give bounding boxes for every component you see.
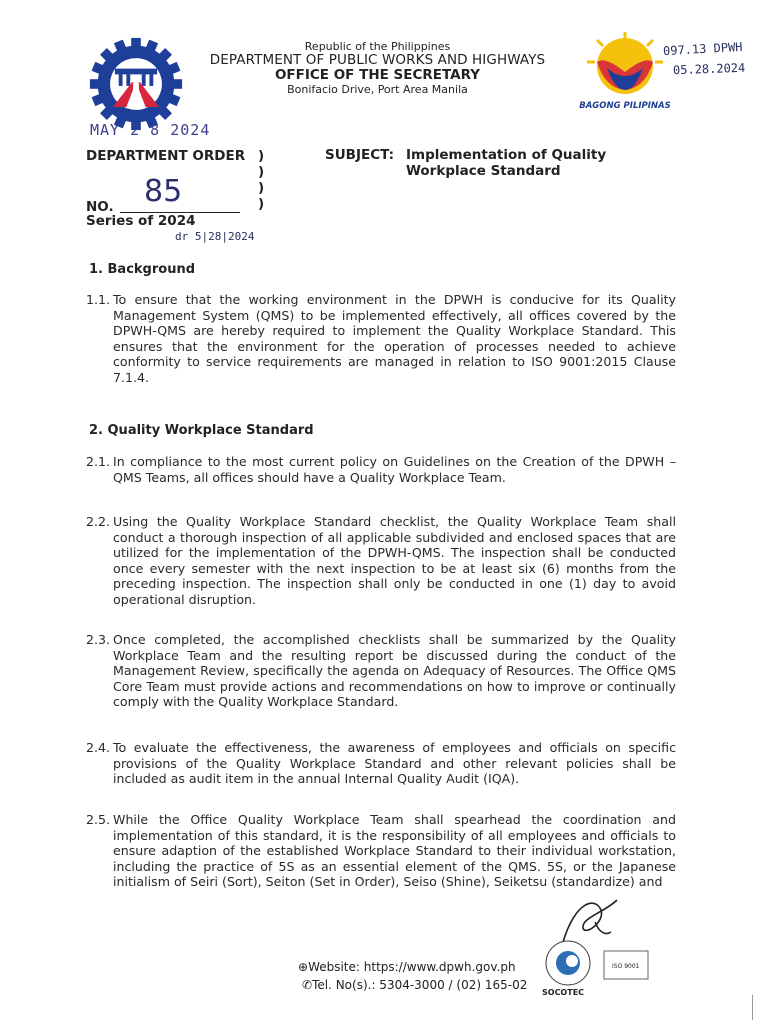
header-republic: Republic of the Philippines — [304, 40, 451, 53]
paragraph-number: 2.1. — [86, 454, 111, 469]
paragraph-number: 2.5. — [86, 812, 111, 827]
paragraph-text: To evaluate the effectiveness, the awareness of employees and officials on specific provisions of the Quality Workplace Standard and other relevant policies shall be included as audit item in the annual Internal Quality Audit (IQA). — [113, 740, 676, 786]
phone-icon: ✆ — [302, 978, 313, 992]
paragraph-number: 2.2. — [86, 514, 111, 529]
page-edge-line — [752, 995, 753, 1020]
paragraph-2-5 — [86, 812, 676, 890]
header-department: DEPARTMENT OF PUBLIC WORKS AND HIGHWAYS — [209, 52, 546, 68]
handwritten-reference: 097.13 DPWH — [662, 39, 743, 59]
socotec-label: SOCOTEC — [542, 988, 585, 997]
bagong-pilipinas-logo-icon — [585, 32, 665, 96]
paragraph-2-1 — [86, 454, 676, 485]
paren: ) — [258, 164, 265, 180]
globe-icon: ⊕ — [298, 960, 309, 974]
paragraph-text: Once completed, the accomplished checklists shall be summarized by the Quality Workplace Team and the resulting report be discussed during the conduct of the Management Review, specifically the agenda on Adequacy of Resources. The Office QMS Core Team must provide actions and recommendations on how to improve or continually comply with the Quality Workplace Standard. — [113, 632, 676, 709]
paragraph-2-3 — [86, 632, 676, 710]
received-date-stamp: MAY 2 8 2024 — [90, 121, 211, 139]
paragraph-text: In compliance to the most current policy on Guidelines on the Creation of the DPWH – QMS Teams, all offices should have a Quality Workplace Team. — [113, 454, 676, 485]
paragraph-1-1 — [86, 292, 676, 385]
paragraph-number: 2.3. — [86, 632, 111, 647]
subject-text: Implementation of Quality Workplace Standard — [406, 147, 607, 179]
paren: ) — [258, 148, 265, 164]
section-title-quality-workplace: 2. Quality Workplace Standard — [89, 423, 314, 438]
iso-label: ISO 9001 — [612, 963, 640, 970]
section-title-background: 1. Background — [89, 262, 196, 277]
paragraph-text: While the Office Quality Workplace Team shall spearhead the coordination and implementation of this standard, it is the responsibility of all employees and officials to ensure adaption of the established Workplace Standard to their individual workstation, including the practice of 5S as an essential element of the QMS. 5S, or the Japanese initialism of Seiri (Sort), Seiton (Set in Order), Seiso (Shine), Seiketsu (standardize) and — [113, 812, 676, 889]
paren: ) — [258, 196, 265, 212]
order-no-label: NO. — [86, 199, 114, 215]
handwritten-initial: dr 5|28|2024 — [175, 230, 255, 243]
paragraph-number: 2.4. — [86, 740, 111, 755]
footer-telephone: ✆Tel. No(s).: 5304-3000 / (02) 165-02 — [302, 978, 528, 992]
subject-label: SUBJECT: — [325, 147, 394, 163]
footer-website: ⊕Website: https://www.dpwh.gov.ph — [298, 960, 516, 974]
paragraph-text: Using the Quality Workplace Standard checklist, the Quality Workplace Team shall conduct a thorough inspection of all applicable subdivided and enclosed spaces that are utilized for the implementation of the DPWH-QMS. The inspection shall be conducted once every semester with the next inspection to be at least six (6) months from the preceding inspection. The inspection shall only be conducted in one (1) day to avoid operational disruption. — [113, 514, 676, 607]
paragraph-2-4 — [86, 740, 676, 787]
paragraph-2-2 — [86, 514, 676, 607]
order-series: Series of 2024 — [86, 213, 196, 229]
dpwh-seal-icon — [88, 36, 184, 132]
paragraph-text: To ensure that the working environment in the DPWH is conducive for its Quality Management System (QMS) to be implemented effectively, all offices covered by the DPWH-QMS are hereby required to implement the Quality Workplace Standard. This ensures that the environment for the operation of processes needed to achieve conformity to service requirements are managed in relation to ISO 9001:2015 Clause 7.1.4. — [113, 292, 676, 385]
handwritten-date: 05.28.2024 — [672, 60, 746, 78]
header-address: Bonifacio Drive, Port Area Manila — [287, 83, 468, 96]
header-office: OFFICE OF THE SECRETARY — [274, 67, 481, 83]
bagong-pilipinas-label: BAGONG PILIPINAS — [579, 101, 671, 111]
department-order-label: DEPARTMENT ORDER — [86, 148, 246, 164]
order-number: 85 — [144, 174, 183, 209]
paren: ) — [258, 180, 265, 196]
paragraph-number: 1.1. — [86, 292, 111, 307]
